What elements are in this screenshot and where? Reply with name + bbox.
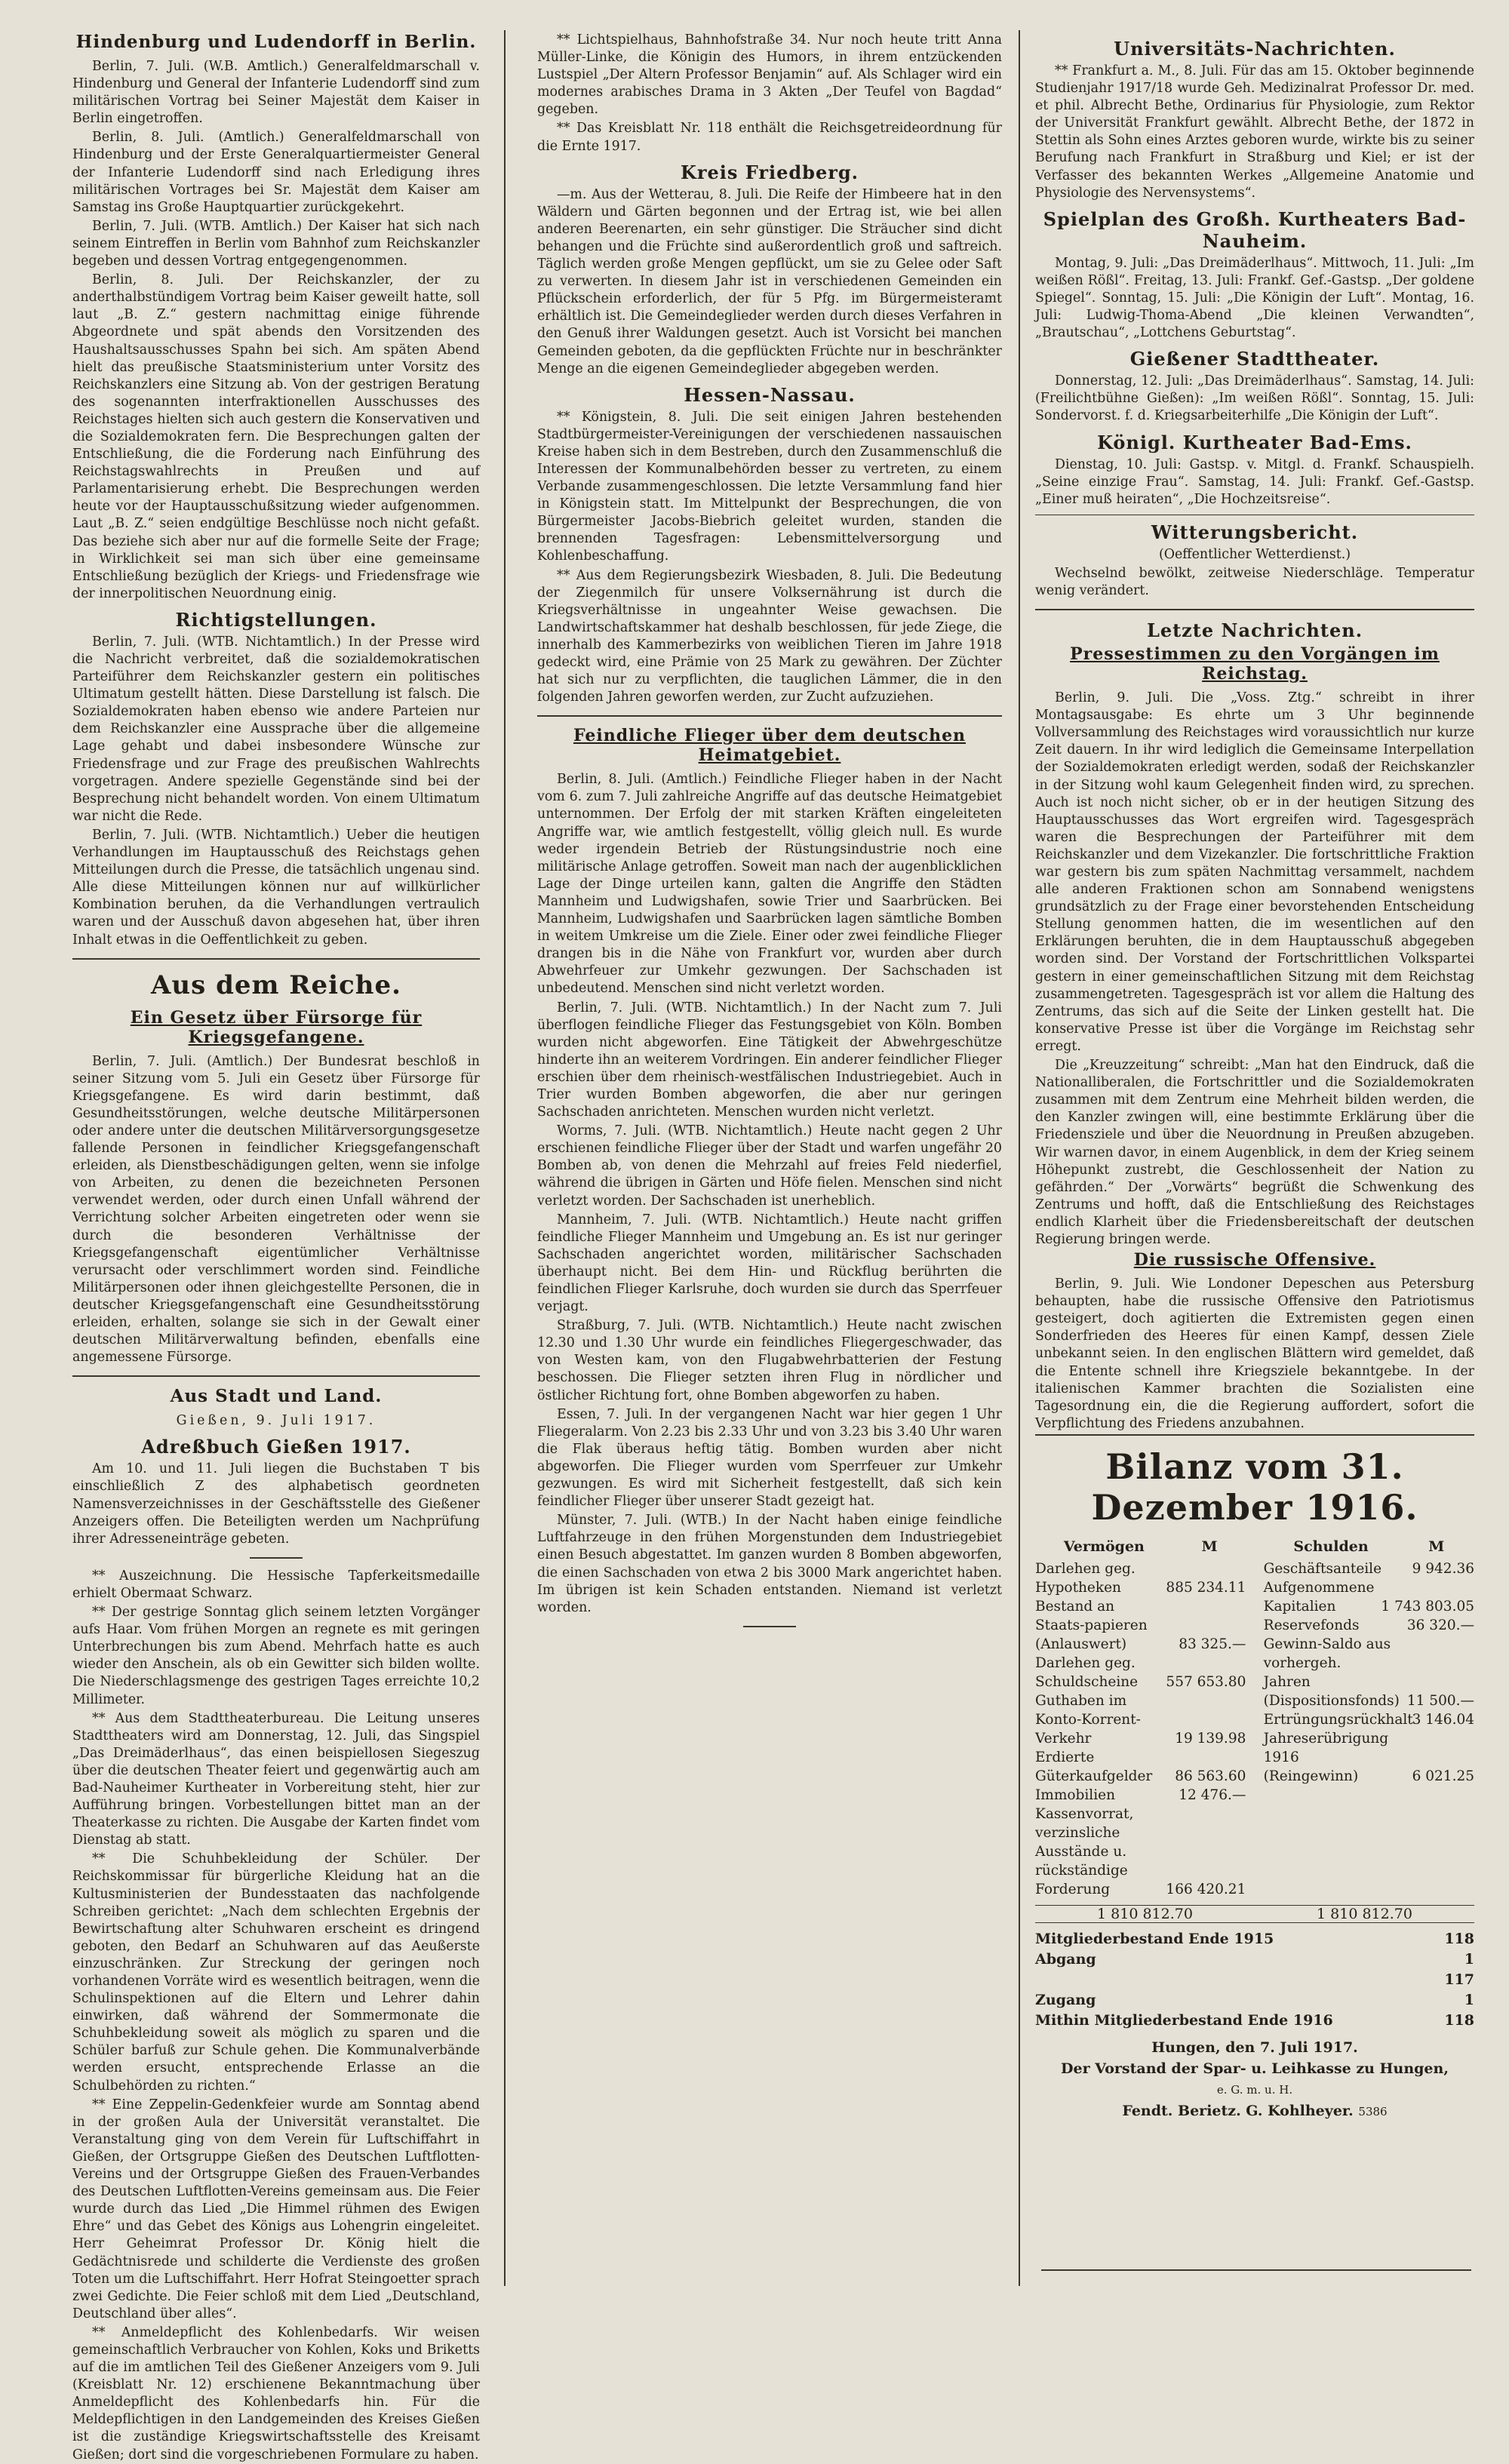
- balance-row: [1035, 1559, 1246, 1597]
- balance-row: [1264, 1559, 1474, 1578]
- article-paragraph: ** Eine Zeppelin-Gedenkfeier wurde am Sonntag abend in der großen Aula der Universität veranstaltet. Die Veranstaltung ging von dem Verein für Luftschiffahrt in Gießen, der Ortsgruppe Gießen des Deutschen Luftflotten-Vereins und der Ortsgruppe Gießen des Frauen-Verbandes des Deutschen Luftflotten-Vereins gemeinsam aus. Die Feier wurde durch das Lied „Die Himmel rühmen des Ewigen Ehre“ und das Gebet des Königs aus Lohengrin eingeleitet. Herr Geheimrat Professor Dr. König hielt die Gedächtnisrede und schilderte die Verdienste des großen Toten um die Luftschiffahrt. Herr Hofrat Steingoetter sprach zwei Gedichte. Die Feier schloß mit dem Lied „Deutschland, Deutschland über alles“.: [72, 2097, 480, 2321]
- row-label: Abgang: [1035, 1950, 1096, 1968]
- article-paragraph: ** Frankfurt a. M., 8. Juli. Für das am 15. Oktober beginnende Studienjahr 1917/18 wurde Geh. Medizinalrat Professor Dr. med. et phil. Albrecht Bethe, Ordinarius für Physiologie, zum Rektor der Universität Frankfurt gewählt. Albrecht Bethe, der 1872 in Stettin als Sohn eines Arztes geboren wurde, wirkte bis zu seiner Berufung nach Frankfurt in Straßburg und Kiel; er ist der Verfasser des bekannten Werkes „Allgemeine Anatomie und Physiologie des Nervensystems“.: [1035, 63, 1474, 201]
- heading-universitaet: Universitäts-Nachrichten.: [1114, 38, 1396, 60]
- article-paragraph: Berlin, 9. Juli. Wie Londoner Depeschen aus Petersburg behaupten, habe die russische Offensive den Patriotismus gesteigert, doch agitierten die Extremisten gegen einen Sonderfrieden des Heeres für einen Kampf, dessen Ziele unbekannt seien. In den englischen Blättern wird gemeldet, daß die Entente schnell ihre Kriegsziele bekanntgebe. In der italienischen Kammer brachten die Sozialisten eine Tagesordnung ein, die die Regierung auffordert, sofort die Verpflichtung des Friedens anzubahnen.: [1035, 1277, 1474, 1431]
- article-paragraph: Berlin, 7. Juli. (Amtlich.) Der Bundesrat beschloß in seiner Sitzung vom 5. Juli ein Gesetz über Fürsorge für Kriegsgefangene. Es wird darin bestimmt, daß Gesundheitsstörungen, welche deutsche Militärpersonen oder andere unter die deutschen Militärversorgungsgesetze fallende Personen in feindlicher Kriegsgefangenschaft erleiden, als Dienstbeschädigungen gelten, wenn sie infolge von Arbeiten, zu denen die bezeichneten Personen verwendet werden, oder durch einen Unfall während der Verrichtung solcher Arbeiten eingetreten oder wenn sie durch die besonderen Verhältnisse der Kriegsgefangenschaft eigentümlicher Verhältnisse verursacht oder verschlimmert worden sind. Feindliche Militärpersonen oder ihnen gleichgestellte Personen, die in deutscher Kriegsgefangenschaft eine Gesundheitsstörung erleiden, erhalten, solange sie sich in der Gewalt einer deutschen Militärverwaltung befinden, ebenfalls eine angemessene Fürsorge.: [72, 1053, 480, 1366]
- heading-stadttheater: Gießener Stadttheater.: [1129, 348, 1380, 370]
- place-date: Hungen, den 7. Juli 1917.: [1151, 2038, 1358, 2056]
- total-assets: 1 810 812.70: [1097, 1905, 1193, 1922]
- row-value: 36 320.—: [1406, 1617, 1474, 1633]
- article-paragraph: ** Lichtspielhaus, Bahnhofstraße 34. Nur noch heute tritt Anna Müller-Linke, die Königin des Humors, in ihrem entzückenden Lustspiel „Der Altern Professor Benjamin“ auf. Als Schlager wird ein modernes arabisches Drama in 3 Akten „Der Teufel von Bagdad“ gegeben.: [537, 32, 1002, 118]
- row-value: 1 743 803.05: [1381, 1598, 1474, 1615]
- row-label: Mithin Mitgliederbestand Ende 1916: [1035, 2011, 1333, 2029]
- row-value: 118: [1444, 2011, 1474, 2029]
- balance-row: [1035, 1748, 1246, 1786]
- divider: [743, 1626, 796, 1627]
- balance-row: [1264, 1578, 1474, 1616]
- row-value: 11 500.—: [1406, 1692, 1474, 1709]
- article-paragraph: ** Aus dem Stadttheaterbureau. Die Leitung unseres Stadttheaters wird am Donnerstag, 12. Juli, das Singspiel „Das Dreimäderlhaus“, das einen beispiellosen Siegeszug über die deutschen Theater feiert und gegenwärtig auch am Bad-Nauheimer Kurtheater in Vorbereitung steht, hier zur Aufführung bringen. Vorbestellungen bittet man an der Theaterkasse zu richten. Die Ausgabe der Karten findet vom Dienstag ab statt.: [72, 1710, 480, 1848]
- row-label: Immobilien: [1035, 1787, 1115, 1803]
- article-paragraph: ** Aus dem Regierungsbezirk Wiesbaden, 8. Juli. Die Bedeutung der Ziegenmilch für unsere Volksernährung ist durch die Kriegsverhältnisse in ungeahnter Weise gewachsen. Die Landwirtschaftskammer hat deshalb beschlossen, für jede Ziege, die innerhalb des Kammerbezirks von weiblichen Tieren im Jahre 1918 gedeckt wird, eine Prämie von 25 Mark zu gewähren. Der Züchter hat sich nur zu verpflichten, die tauglichen Lämmer, die in den folgenden Jahren geworfen werden, zur Zucht aufzuziehen.: [537, 567, 1002, 705]
- divider: [72, 1375, 480, 1377]
- liabilities-column: [1264, 1538, 1474, 1899]
- row-label: Darlehen geg. Schuldscheine: [1035, 1654, 1139, 1690]
- heading-kreis-friedberg: Kreis Friedberg.: [680, 161, 859, 183]
- article-paragraph: ** Anmeldepflicht des Kohlenbedarfs. Wir weisen gemeinschaftlich Verbraucher von Kohlen, Koks und Briketts auf die im amtlichen Teil des Gießener Anzeigers vom 9. Juli (Kreisblatt Nr. 12) erschienene Bekanntmachung über Anmeldepflicht des Kohlenbedarfs hin. Für die Meldepflichtigen in den Landgemeinden des Kreises Gießen ist die zuständige Kriegswirtschaftsstelle des Kreisamt Gießen; dort sind die vorgeschriebenen Formulare zu haben.: [72, 2324, 480, 2462]
- column-rule-1: [504, 30, 506, 2286]
- row-value: 86 563.60: [1175, 1768, 1246, 1784]
- article-paragraph: Berlin, 7. Juli. (WTB. Nichtamtlich.) In der Nacht zum 7. Juli überflogen feindliche Flieger das Festungsgebiet von Köln. Bomben wurden nicht abgeworfen. Eine Tätigkeit der Abwehrgeschütze hinderte ihn an weiterem Vordringen. Ein anderer feindlicher Flieger erschien über dem rheinisch-westfälischen Industriegebiet. Auch in Trier wurden Bomben abgeworfen, die aber nur geringen Sachschaden anrichteten. Menschen wurden nicht verletzt.: [537, 1000, 1002, 1120]
- row-value: 118: [1444, 1930, 1474, 1947]
- row-value: 117: [1444, 1971, 1474, 1988]
- row-value: 3 146.04: [1412, 1711, 1474, 1728]
- liabilities-list: [1264, 1559, 1474, 1786]
- heading-stadt-und-land: Aus Stadt und Land.: [170, 1386, 383, 1407]
- row-label: Zugang: [1035, 1991, 1096, 2008]
- article-paragraph: Donnerstag, 12. Juli: „Das Dreimäderlhaus“. Samstag, 14. Juli: (Freilichtbühne Gießen): „Im weißen Rößl“. Sonntag, 15. Juli: Sondervorst. f. d. Kriegsarbeiterhilfe „Die Königin der Luft“.: [1035, 373, 1474, 424]
- column-3: [1035, 32, 1474, 2287]
- balance-row: [1035, 1786, 1246, 1805]
- row-label: Kassenvorrat, verzinsliche Ausstände u. rückständige Forderung: [1035, 1805, 1134, 1897]
- article-paragraph: —m. Aus der Wetterau, 8. Juli. Die Reife der Himbeere hat in den Wäldern und Gärten begonnen und der Ertrag ist, wie bei allen anderen Beerenarten, ein sehr günstiger. Die Sträucher sind dicht behangen und die Früchte sind außerordentlich groß und saftreich. Täglich werden große Mengen gepflückt, um sie zu Gelee oder Saft zu verwerten. In diesem Jahr ist in verschiedenen Gemeinden ein Pflückschein erforderlich, der für 5 Pfg. im Bürgermeisteramt erhältlich ist. Die Gemeindeglieder werden durch dieses Verfahren in den Genuß ihrer Waldungen gesetzt. Auch ist Vorsicht bei manchen Gemeinden geboten, da die gepflückten Früchte nur in beschränkter Menge an die eigenen Gemeindeglieder abgegeben werden.: [537, 186, 1002, 376]
- article-paragraph: Straßburg, 7. Juli. (WTB. Nichtamtlich.) Heute nacht zwischen 12.30 und 1.30 Uhr wurde ein feindliches Fliegergeschwader, das von Westen kam, von den Flugabwehrbatterien der Festung beschossen. Die Flieger setzten ihren Flug in nördlicher und östlicher Richtung fort, ohne Bomben abgeworfen zu haben.: [537, 1318, 1002, 1403]
- article-paragraph: ** Das Kreisblatt Nr. 118 enthält die Reichsgetreideordnung für die Ernte 1917.: [537, 121, 1002, 154]
- balance-row: [1035, 1805, 1246, 1899]
- article-paragraph: Worms, 7. Juli. (WTB. Nichtamtlich.) Heute nacht gegen 2 Uhr erschienen feindliche Flieger über der Stadt und warfen ungefähr 20 Bomben ab, von denen die Mehrzahl auf freies Feld niederfiel, während die übrigen in Gärten und Höfe fielen. Menschen sind nicht verletzt worden. Der Sachschaden ist unerheblich.: [537, 1123, 1002, 1209]
- row-label: Reservefonds: [1263, 1617, 1360, 1633]
- article-paragraph: ** Die Schuhbekleidung der Schüler. Der Reichskommissar für bürgerliche Kleidung hat an die Kultusministerien der Bundesstaaten das nachfolgende Schreiben gerichtet: „Nach dem schlechten Ergebnis der Bewirtschaftung alter Schuhwaren erscheint es dringend geboten, den Bedarf an Schuhwaren auf das Aeußerste einzuschränken. Zur Streckung der geringen noch vorhandenen Vorräte wird es wesentlich beitragen, wenn die Schulinspektionen auf die Eltern und Lehrer dahin einwirken, daß während der Sommermonate die Schuhbekleidung soweit als möglich zu sparen und die Schüler barfuß zur Schule gehen. Die Kommunalverbände werden ersucht, entsprechende Erlasse an die Schulbehörden zu richten.“: [72, 1851, 480, 2094]
- weather-service-label: (Oeffentlicher Wetterdienst.): [1158, 546, 1351, 562]
- row-label: Ertrüngungsrückhalt: [1263, 1711, 1413, 1728]
- article-paragraph: ** Der gestrige Sonntag glich seinem letzten Vorgänger aufs Haar. Vom frühen Morgen an regnete es mit geringen Unterbrechungen bis zum Abend. Mehrfach hatte es auch wieder den Anschein, als ob ein Gewitter sich bilden wollte. Die Niederschlagsmenge des gestrigen Tages erreichte 10,2 Millimeter.: [72, 1605, 480, 1707]
- article-paragraph: Dienstag, 10. Juli: Gastsp. v. Mitgl. d. Frankf. Schauspielh. „Seine einzige Frau“. Samstag, 14. Juli: Frankf. Gef.-Gastsp. „Einer muß heiraten“, „Die Hochzeitsreise“.: [1035, 456, 1474, 507]
- row-label: Darlehen geg. Hypotheken: [1035, 1560, 1136, 1596]
- row-label: Gewinn-Saldo aus vorhergeh. Jahren (Dispositionsfonds): [1263, 1636, 1400, 1709]
- balance-row: [1264, 1710, 1474, 1729]
- subheading-fuersorge: Ein Gesetz über Fürsorge für Kriegsgefangene.: [130, 1007, 423, 1047]
- balance-row: [1035, 1691, 1246, 1748]
- balance-row: [1035, 1990, 1474, 2011]
- currency-label: M: [1428, 1538, 1445, 1555]
- heading-aus-dem-reiche: Aus dem Reiche.: [151, 969, 401, 1000]
- balance-sheet: [1035, 1434, 1474, 2122]
- article-paragraph: Berlin, 8. Juli. Der Reichskanzler, der zu anderthalbstündigem Vortrag beim Kaiser geweilt hatte, soll laut „B. Z.“ gestern nachmittag einige führende Abgeordnete und spät abends den Vorsitzenden des Haushaltsausschusses Spahn bei sich. Am späten Abend hielt das preußische Staatsministerium unter Vorsitz des Reichskanzlers eine Sitzung ab. Von der gestrigen Beratung des sogenannten interfraktionellen Ausschusses des Reichstages hielten sich auch gestern die Konservativen und die Sozialdemokraten fern. Die Besprechungen galten der Entschließung, die die Forderung nach Einführung des Reichstagswahlrechts in Preußen und auf Parlamentarisierung erhebt. Die Besprechungen werden heute vor der Hauptausschußsitzung wieder aufgenommen. Laut „B. Z.“ seien endgültige Beschlüsse noch nicht gefaßt. Das beziehe sich aber nur auf die formelle Seite der Frage; in Wirklichkeit sei man sich über eine gemeinsame Entschließung bezüglich der Kriegs- und Friedensfrage wie der innerpolitischen Neuordnung einig.: [72, 272, 480, 601]
- board-legal-form: e. G. m. u. H.: [1216, 2082, 1293, 2097]
- row-value: 885 234.11: [1166, 1579, 1246, 1596]
- article-paragraph: Münster, 7. Juli. (WTB.) In der Nacht haben einige feindliche Luftfahrzeuge in den frühen Morgenstunden dem Industriegebiet einen Besuch abgestattet. Im ganzen wurden 8 Bomben abgeworfen, die einen Sachschaden von etwa 2 bis 3000 Mark angerichtet haben. Im übrigen ist kein Schaden entstanden. Niemand ist verletzt worden.: [537, 1513, 1002, 1615]
- article-paragraph: Die „Kreuzzeitung“ schreibt: „Man hat den Eindruck, daß die Nationalliberalen, die Fortschrittler und die Sozialdemokraten zusammen mit dem Zentrum eine Mehrheit bilden werden, die den Kanzler zwingen will, eine bestimmte Erklärung über die Friedensziele und über die Neuordnung in Preußen abzugeben. Wir warnen davor, in einem Augenblick, in dem der Krieg seinem Höhepunkt zustrebt, die Geschlossenheit der Nation zu gefährden.“ Der „Vorwärts“ begrüßt die Schwenkung des Zentrums und hofft, daß die Entschließung des Reichstages endlich Klarheit über die Friedensbereitschaft der deutschen Regierung bringen werde.: [1035, 1058, 1474, 1247]
- article-paragraph: Berlin, 7. Juli. (W.B. Amtlich.) Generalfeldmarschall v. Hindenburg und General der Infanterie Ludendorff sind zum militärischen Vortrag bei Seiner Majestät dem Kaiser in Berlin eingetroffen.: [72, 59, 480, 127]
- total-liabilities: 1 810 812.70: [1317, 1905, 1412, 1922]
- row-value: 12 476.—: [1179, 1787, 1246, 1803]
- heading-spielplan-nauheim: Spielplan des Großh. Kurtheaters Bad-Nauheim.: [1043, 207, 1467, 252]
- row-label: Bestand an Staats-papieren (Anlauswert): [1035, 1598, 1148, 1652]
- balance-row: [1264, 1729, 1474, 1786]
- heading-hessen-nassau: Hessen-Nassau.: [684, 383, 856, 406]
- signer-names: Fendt. Berietz. G. Kohlheyer.: [1122, 2102, 1354, 2119]
- weather-forecast: Wechselnd bewölkt, zeitweise Niederschläge. Temperatur wenig verändert.: [1035, 565, 1474, 598]
- currency-label: M: [1201, 1538, 1218, 1555]
- row-value: 1: [1464, 1950, 1474, 1968]
- article-paragraph: Berlin, 7. Juli. (WTB. Amtlich.) Der Kaiser hat sich nach seinem Eintreffen in Berlin vom Bahnhof zum Reichskanzler begeben und dessen Vortrag entgegengenommen.: [72, 218, 480, 269]
- heading-adressbuch: Adreßbuch Gießen 1917.: [141, 1436, 411, 1458]
- balance-row: [1035, 1949, 1474, 1970]
- heading-hindenburg: Hindenburg und Ludendorff in Berlin.: [75, 32, 477, 52]
- balance-row: [1264, 1635, 1474, 1710]
- row-value: 6 021.25: [1412, 1768, 1474, 1784]
- balance-totals: [1035, 1905, 1474, 1923]
- balance-row: [1035, 1970, 1474, 1990]
- divider: [72, 958, 480, 960]
- subheading-pressestimmen: Pressestimmen zu den Vorgängen im Reichstag.: [1070, 644, 1440, 684]
- signature-block: [1035, 2037, 1474, 2122]
- row-value: 9 942.36: [1412, 1560, 1474, 1577]
- members-list: [1035, 1929, 1474, 2031]
- article-paragraph: Montag, 9. Juli: „Das Dreimäderlhaus“. Mittwoch, 11. Juli: „Im weißen Rößl“. Freitag, 13. Juli: Frankf. Gef.-Gastsp. „Der goldene Spiegel“. Sonntag, 15. Juli: „Die Königin der Luft“. Montag, 16. Juli: Ludwig-Thoma-Abend „Die kleinen Verwandten“, „Brautschau“, „Lottchens Geburtstag“.: [1035, 255, 1474, 341]
- balance-row: [1035, 1654, 1246, 1691]
- article-paragraph: Berlin, 8. Juli. (Amtlich.) Generalfeldmarschall von Hindenburg und der Erste Generalquartiermeister General der Infanterie Ludendorff sind nach Erledigung ihres militärischen Vortrages bei Sr. Majestät dem Kaiser am Samstag ins Große Hauptquartier zurückgekehrt.: [72, 130, 480, 215]
- row-value: 83 325.—: [1179, 1636, 1246, 1652]
- divider: [1041, 2269, 1471, 2271]
- row-label: Geschäftsanteile: [1263, 1560, 1382, 1577]
- row-label: Erdierte Güterkaufgelder: [1035, 1749, 1153, 1784]
- board-name: Der Vorstand der Spar- u. Leihkasse zu Hungen,: [1061, 2060, 1449, 2077]
- article-paragraph: Am 10. und 11. Juli liegen die Buchstaben T bis einschließlich Z des alphabetisch geordneten Namensverzeichnisses in der Geschäftsstelle des Gießener Anzeigers offen. Die Beteiligten werden um Nachprüfung ihrer Adresseneinträge gebeten.: [72, 1461, 480, 1547]
- assets-list: [1035, 1559, 1246, 1899]
- liabilities-header: Schulden: [1293, 1538, 1369, 1555]
- subheading-russische-offensive: Die russische Offensive.: [1133, 1250, 1376, 1270]
- row-value: 166 420.21: [1166, 1881, 1246, 1897]
- heading-bad-ems: Königl. Kurtheater Bad-Ems.: [1097, 431, 1412, 453]
- article-paragraph: Berlin, 7. Juli. (WTB. Nichtamtlich.) Ueber die heutigen Verhandlungen im Hauptausschuß des Reichstags gehen Mitteilungen durch die Presse, die tatsächlich ungenau sind. Alle diese Mitteilungen können nur auf willkürlicher Kombination beruhen, da die Verhandlungen vertraulich waren und der Ausschuß davon abgesehen hat, über ihren Inhalt etwas in die Oeffentlichkeit zu geben.: [72, 827, 480, 948]
- ad-code: 5386: [1358, 2104, 1388, 2118]
- article-paragraph: ** Auszeichnung. Die Hessische Tapferkeitsmedaille erhielt Obermaat Schwarz.: [72, 1568, 480, 1601]
- row-value: 557 653.80: [1166, 1673, 1246, 1690]
- row-value: 19 139.98: [1175, 1730, 1246, 1747]
- article-paragraph: Essen, 7. Juli. In der vergangenen Nacht war hier gegen 1 Uhr Fliegeralarm. Von 2.23 bis 2.33 Uhr und von 3.23 bis 3.40 Uhr waren die Flak überaus heftig tätig. Bomben wurden aber nicht abgeworfen. Die Flieger wurden vom Sperrfeuer zur Umkehr gezwungen. Es wird mit Sicherheit festgestellt, daß sich kein feindlicher Flieger über unserer Stadt gezeigt hat.: [537, 1406, 1002, 1510]
- assets-header: Vermögen: [1063, 1538, 1145, 1555]
- divider: [1035, 609, 1474, 610]
- column-rule-2: [1019, 30, 1020, 2286]
- row-label: Mitgliederbestand Ende 1915: [1035, 1930, 1274, 1947]
- column-1: [72, 32, 480, 2462]
- dateline: Gießen, 9. Juli 1917.: [176, 1413, 376, 1429]
- row-label: Aufgenommene Kapitalien: [1263, 1579, 1375, 1615]
- divider: [537, 715, 1002, 717]
- article-paragraph: Berlin, 9. Juli. Die „Voss. Ztg.“ schreibt in ihrer Montagsausgabe: Es ehrte um 3 Uhr beginnende Vollversammlung des Reichstages wird voraussichtlich nur kurze Zeit dauern. In ihr wird lediglich die Gemeinsame Interpellation der Sozialdemokraten erledigt werden, sodaß der Reichskanzler in der Sitzung wohl kaum Gelegenheit finden wird, zu sprechen. Auch ist noch nicht sicher, ob er in der heutigen Sitzung des Hauptausschusses das Wort ergreifen wird. Tagesgespräch waren die Besprechungen der Parteiführer mit dem Reichskanzler und dem Vizekanzler. Die fortschrittliche Fraktion war gestern bis zum späten Nachmittag versammelt, nachdem alle anderen Fraktionen schon am Sonnabend wenigstens grundsätzlich zu der Frage einer bevorstehenden Entscheidung Stellung genommen hatten, die im wesentlichen auf den Erklärungen beruhten, die in dem Hauptausschuß abgegeben worden sind. Der Vorstand der Fortschrittlichen Volkspartei gestern in einer gemeinschaftlichen Sitzung mit dem Reichstag zusammengetreten. Tagesgespräch ist vor allem die Haltung des Zentrums, das sich auf die Seite der Linken gestellt hat. Die konservative Presse ist über die Vorgänge im Reichstag sehr erregt.: [1035, 690, 1474, 1054]
- article-paragraph: Mannheim, 7. Juli. (WTB. Nichtamtlich.) Heute nacht griffen feindliche Flieger Mannheim und Umgebung an. Es ist nur geringer Sachschaden angerichtet worden, militärischer Sachschaden überhaupt nicht. Bei dem Hin- und Rückflug berührten die feindlichen Flieger Karlsruhe, doch wurden sie durch das Sperrfeuer verjagt.: [537, 1212, 1002, 1315]
- article-paragraph: Berlin, 8. Juli. (Amtlich.) Feindliche Flieger haben in der Nacht vom 6. zum 7. Juli zahlreiche Angriffe auf das deutsche Heimatgebiet unternommen. Der Erfolg der mit starken Kräften eingeleiteten Angriffe war, wie amtlich festgestellt, völlig gleich null. Es wurde weder irgendein Betrieb der Rüstungsindustrie noch eine militärische Anlage getroffen. Soweit man nach der augenblicklichen Lage der Dinge urteilen kann, galten die Angriffe den Städten Mannheim und Ludwigshafen, sowie Trier und Saarbrücken. Bei Mannheim, Ludwigshafen und Saarbrücken lagen sämtliche Bomben in weitem Umkreise um die Ziele. Einer oder zwei feindliche Flieger drangen bis in die Nähe von Frankfurt vor, wurden aber durch Abwehrfeuer zur Umkehr gezwungen. Der Sachschaden ist unbedeutend. Menschen sind nicht verletzt worden.: [537, 772, 1002, 997]
- article-paragraph: ** Königstein, 8. Juli. Die seit einigen Jahren bestehenden Stadtbürgermeister-Vereinigungen der verschiedenen nassauischen Kreise haben sich in dem Bestreben, durch den Zusammenschluß die Interessen der Kommunalbehörden besser zu vertreten, zu einem Verbande zusammengeschlossen. Die letzte Versammlung fand hier in Königstein statt. Im Mittelpunkt der Besprechungen, die von Bürgermeister Jacobs-Biebrich geleitet wurden, standen die brennenden Tagesfragen: Lebensmittelversorgung und Kohlenbeschaffung.: [537, 409, 1002, 564]
- article-paragraph: Berlin, 7. Juli. (WTB. Nichtamtlich.) In der Presse wird die Nachricht verbreitet, daß die sozialdemokratischen Parteiführer dem Reichskanzler gestern ein politisches Ultimatum gestellt hätten. Diese Darstellung ist falsch. Die Sozialdemokraten haben ebenso wie andere Parteien nur dem Reichskanzler eine Aussprache über die allgemeine Lage gehabt und dabei insbesondere Wünsche zur Friedensfrage und zur Frage des preußischen Wahlrechts vorgetragen. Andere spezielle Gegenstände sind bei der Besprechung nicht behandelt worden. Von einem Ultimatum war nicht die Rede.: [72, 634, 480, 824]
- row-label: Guthaben im Konto-Korrent-Verkehr: [1035, 1692, 1141, 1747]
- heading-feindliche-flieger: Feindliche Flieger über dem deutschen Heimatgebiet.: [573, 726, 967, 766]
- column-2: [537, 32, 1002, 2287]
- balance-title: Bilanz vom 31. Dezember 1916.: [1091, 1446, 1418, 1528]
- signers: [1035, 2100, 1474, 2122]
- assets-column: [1035, 1538, 1246, 1899]
- row-value: 1: [1464, 1991, 1474, 2008]
- row-label: Jahreserübrigung 1916 (Reingewinn): [1263, 1730, 1389, 1784]
- heading-witterungsbericht: Witterungsbericht.: [1151, 521, 1359, 543]
- divider: [250, 1557, 303, 1559]
- heading-letzte-nachrichten: Letzte Nachrichten.: [1146, 619, 1363, 642]
- balance-row: [1264, 1616, 1474, 1635]
- heading-richtigstellungen: Richtigstellungen.: [175, 608, 377, 631]
- balance-row: [1035, 1929, 1474, 1949]
- balance-row: [1035, 2011, 1474, 2031]
- balance-row: [1035, 1597, 1246, 1654]
